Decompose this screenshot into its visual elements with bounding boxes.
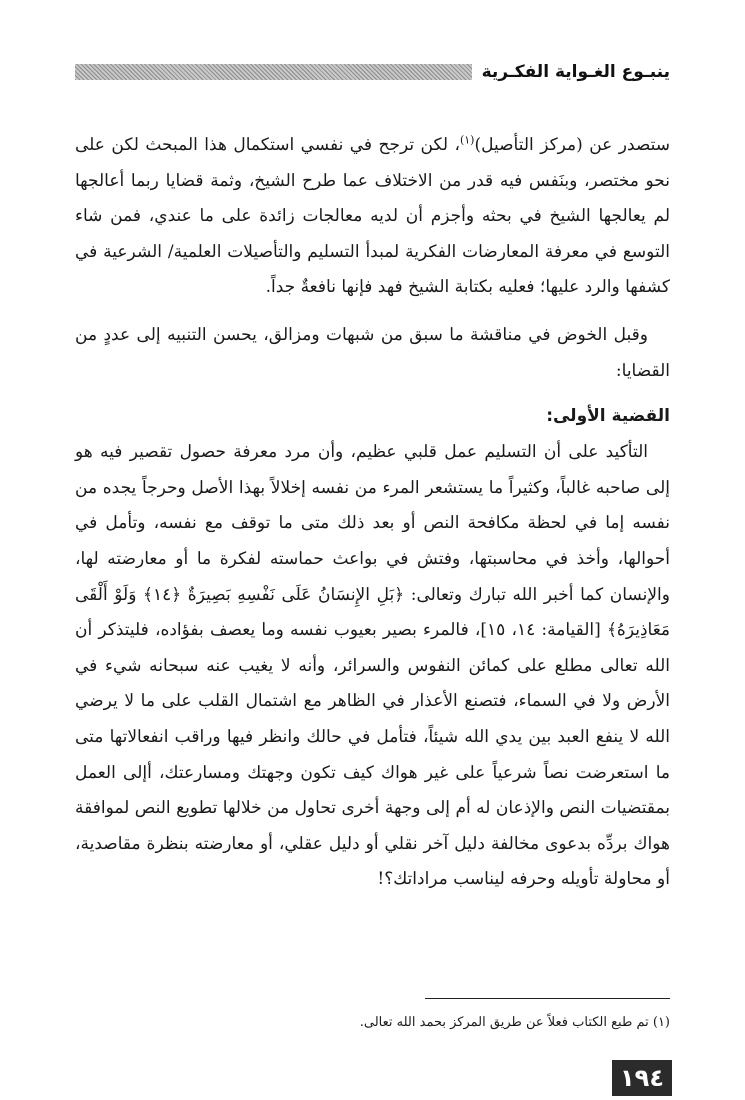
page-number: ١٩٤ bbox=[612, 1060, 672, 1096]
paragraph-1-start: ستصدر عن (مركز التأصيل) bbox=[474, 135, 670, 155]
section-heading: القضية الأولى: bbox=[546, 406, 670, 427]
paragraph-continued bbox=[75, 128, 670, 306]
body-text bbox=[75, 128, 670, 898]
paragraph-2: وقبل الخوض في مناقشة ما سبق من شبهات ومزالق، يحسن التنبيه إلى عددٍ من القضايا: bbox=[75, 324, 670, 381]
footnote-divider bbox=[425, 998, 670, 999]
header-decorative-band bbox=[75, 64, 472, 80]
header-title: ينبـوع الغـواية الفكـرية bbox=[481, 62, 670, 82]
footnote: (١) تم طبع الكتاب فعلاً عن طريق المركز بحمد الله تعالى. bbox=[359, 1015, 670, 1030]
paragraph-3: التأكيد على أن التسليم عمل قلبي عظيم، وأن مرد معرفة حصول تقصير فيه هو إلى صاحبه غالباً، وكثيراً ما يستشعر المرء من نفسه إخلالاً بهذا الأصل وحرجاً يجده من نفسه إما في لحظة مكافحة النص أو بعد ذلك متى ما توقف مع نفسه، وتأمل في أحوالها، وأخذ في محاسبتها، وفتش في بواعث حماسته لفكرة ما أو معارضته لها، والإنسان كما أخبر الله تبارك وتعالى: ﴿بَلِ الإِنسَانُ عَلَى نَفْسِهِ بَصِيرَةٌ ﴿١٤﴾ وَلَوْ أَلْقَى مَعَاذِيرَهُ﴾ [القيامة: ١٤، ١٥]، فالمرء بصير بعيوب نفسه وما يعصف بفؤاده، فليتذكر أن الله تعالى مطلع على كمائن النفوس والسرائر، وأنه لا يغيب عنه سبحانه شيء في الأرض ولا في السماء، فتصنع الأعذار في الظاهر مع اشتمال القلب على ما لا يرضي الله لا ينفع العبد بين يدي الله شيئاً، فتأمل في حالك وانظر فيها وراقب انفعالاتها متى ما استعرضت نصاً شرعياً على غير هواك كيف تكون وجهتك ومسارعتك، أإلى العمل بمقتضيات النص والإذعان له أم إلى وجهة أخرى تحاول من خلالها تطويع النص لموافقة هواك بردِّه بدعوى مخالفة دليل آخر نقلي أو دليل عقلي، أو معارضته بنظرة مقاصدية، أو محاولة تأويله وحرفه ليناسب مراداتك؟! bbox=[75, 442, 670, 890]
footnote-ref: (١) bbox=[459, 133, 475, 147]
running-header bbox=[75, 60, 670, 84]
paragraph-1-rest: ، لكن ترجح في نفسي استكمال هذا المبحث لكن على نحو مختصر، وبنَفس فيه قدر من الاختلاف عما طرح الشيخ، وثمة قضايا ربما أعالجها لم يعالجها الشيخ في بحثه وأجزم أن لديه معالجات زائدة على ما عندي، فمن شاء التوسع في معرفة المعارضات الفكرية لمبدأ التسليم والتأصيلات العلمية/ الشرعية في كشفها والرد عليها؛ فعليه بكتابة الشيخ فهد فإنها نافعةٌ جداً. bbox=[75, 135, 670, 298]
